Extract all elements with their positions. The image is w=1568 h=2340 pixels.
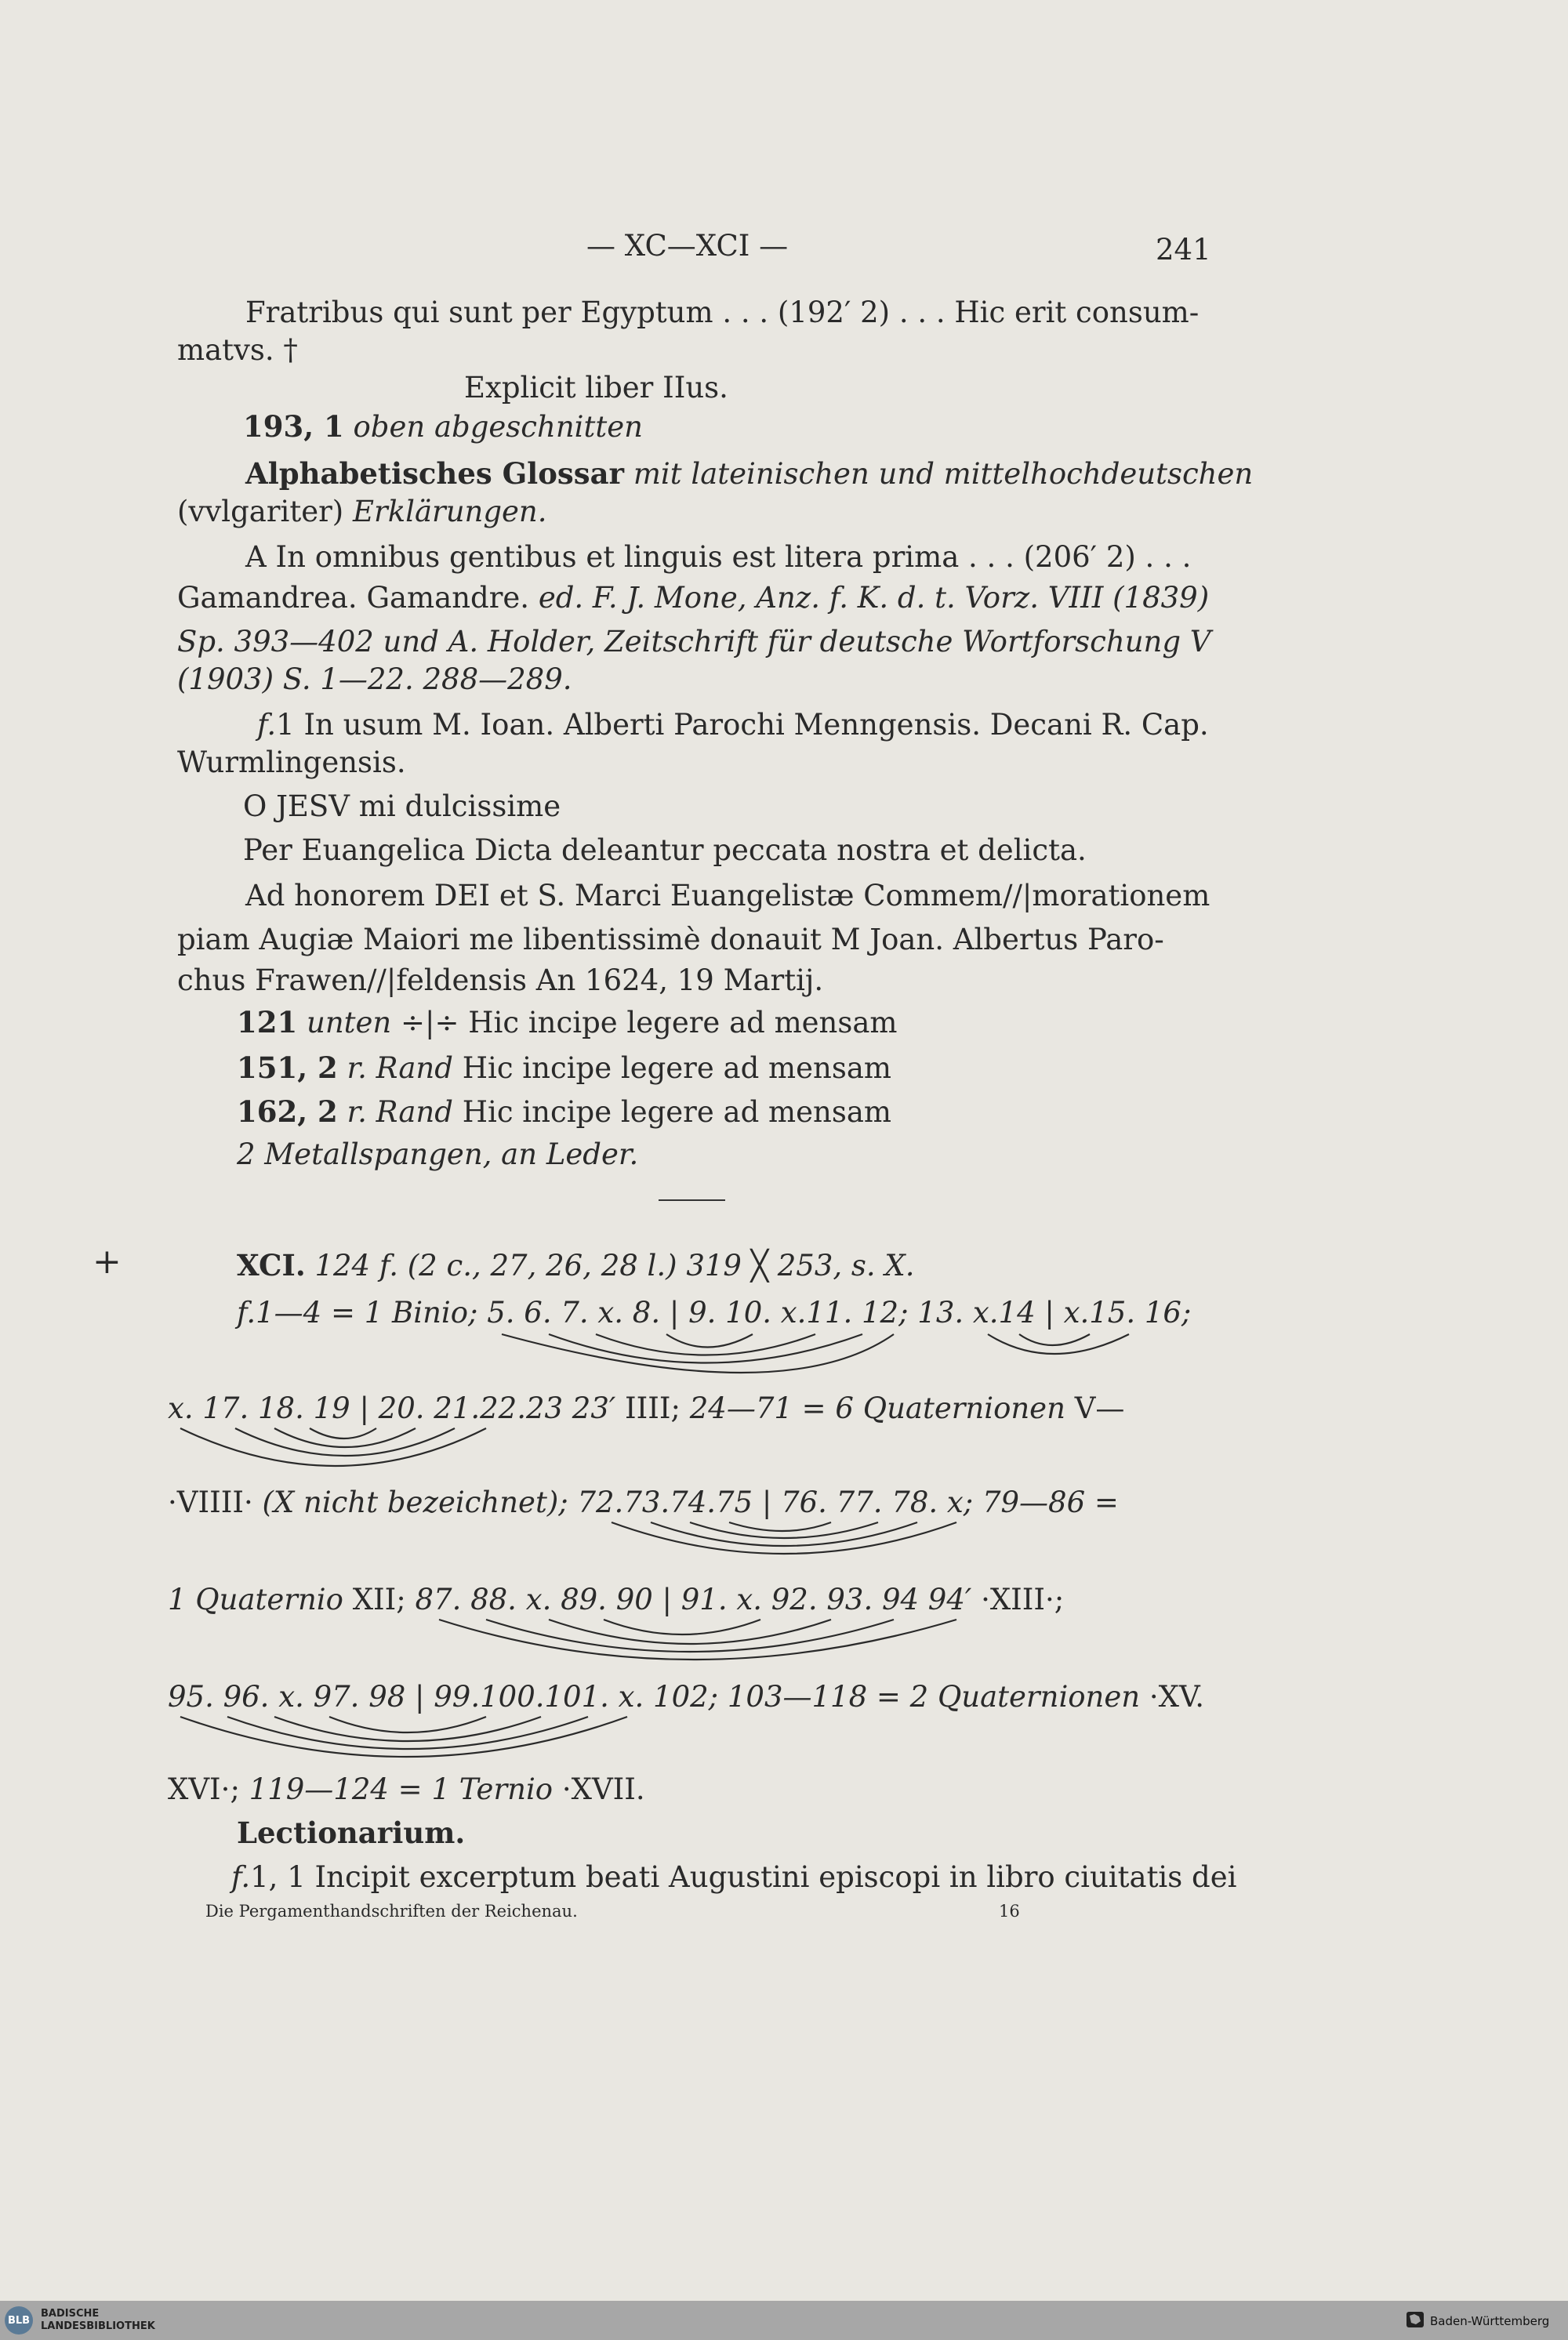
- footer-title: Die Pergamenthandschriften der Reichenau.: [205, 1902, 578, 1921]
- quire-arc: [988, 1334, 1129, 1354]
- running-head: — XC—XCI —: [586, 229, 789, 263]
- text-line: [237, 1094, 891, 1129]
- text-line: O JESV mi dulcissime: [243, 789, 561, 823]
- quire-arc: [729, 1522, 831, 1531]
- section-title: Alphabetisches Glossar: [245, 456, 625, 491]
- text-line: Wurmlingensis.: [177, 746, 406, 779]
- note: oben abgeschnitten: [353, 410, 643, 444]
- quire-arc: [310, 1428, 376, 1438]
- note: ed. F. J. Mone, Anz. f. K. d. t. Vorz. VIII (1839): [538, 581, 1210, 615]
- folio-ref: 151, 2: [237, 1050, 338, 1085]
- text-span: x. 17. 18. 19 | 20. 21.22.23 23′: [168, 1391, 616, 1425]
- text-span: 1 Quaternio: [168, 1583, 343, 1616]
- text-line: [168, 1585, 1064, 1614]
- text-line: f.1—4 = 1 Binio; 5. 6. 7. x. 8. | 9. 10. x.11. 12; 13. x.14 | x.15. 16;: [237, 1296, 1192, 1330]
- text-line: Per Euangelica Dicta deleantur peccata nostra et delicta.: [243, 833, 1087, 867]
- section-divider: [659, 1199, 725, 1201]
- state-label: Baden-Württemberg: [1430, 2314, 1550, 2328]
- note: mit lateinischen und mittelhochdeutschen: [633, 457, 1254, 491]
- text-span: IIII;: [625, 1391, 681, 1425]
- folio-mark: f.: [231, 1860, 251, 1894]
- text-span: Hic incipe legere ad mensam: [462, 1051, 891, 1085]
- text-span: ·XVII.: [561, 1772, 645, 1806]
- text-span: Gamandrea. Gamandre.: [177, 581, 530, 615]
- text-span: (vvlgariter): [177, 495, 344, 528]
- quire-arc: [486, 1620, 894, 1652]
- text-line: [243, 409, 643, 444]
- quire-arc: [227, 1717, 588, 1749]
- text-span: Hic incipe legere ad mensam: [462, 1095, 891, 1129]
- text-line: Explicit liber IIus.: [464, 371, 728, 405]
- text-line: [237, 1248, 915, 1282]
- text-span: 95. 96. x. 97. 98 | 99.100.101. x. 102; 103—118 = 2 Quaternionen: [168, 1680, 1141, 1714]
- text-span: 1, 1 Incipit excerptum beati Augustini episcopi in libro ciuitatis dei: [250, 1860, 1237, 1894]
- text-line: Sp. 393—402 und A. Holder, Zeitschrift für deutsche Wortforschung V: [177, 625, 1211, 658]
- quire-arc: [1019, 1334, 1090, 1345]
- library-name-line: BADISCHE: [41, 2308, 100, 2320]
- text-line: A In omnibus gentibus et linguis est litera prima . . . (206′ 2) . . .: [245, 540, 1192, 574]
- text-line: [168, 1772, 645, 1806]
- page-number: 241: [1156, 233, 1211, 267]
- text-span: 1 In usum M. Ioan. Alberti Parochi Menngensis. Decani R. Cap.: [276, 708, 1209, 742]
- text-span: 24—71 = 6 Quaternionen: [689, 1391, 1065, 1425]
- quire-arc: [180, 1428, 486, 1466]
- folio-mark: f.: [257, 708, 277, 742]
- text-span: ·XV.: [1149, 1680, 1205, 1714]
- text-line: Ad honorem DEI et S. Marci Euangelistæ Commem//|morationem: [245, 879, 1210, 912]
- quire-arc: [329, 1717, 486, 1732]
- margin-plus-mark: +: [93, 1242, 122, 1282]
- text-line: chus Frawen//|feldensis An 1624, 19 Martij.: [177, 963, 824, 997]
- quire-arc: [549, 1334, 862, 1363]
- quire-arc: [439, 1620, 956, 1660]
- text-line: (1903) S. 1—22. 288—289.: [177, 662, 572, 696]
- text-span: ·VIIII·: [168, 1486, 253, 1519]
- text-line: matvs. †: [177, 333, 298, 367]
- folio-ref: 121: [237, 1005, 298, 1039]
- text-line: [245, 456, 1254, 491]
- quire-arc: [666, 1334, 753, 1348]
- text-line: [257, 708, 1209, 742]
- section-title: Lectionarium.: [237, 1816, 466, 1850]
- quire-arc: [549, 1620, 831, 1644]
- text-span: V—: [1074, 1391, 1125, 1425]
- quire-arc: [604, 1620, 760, 1634]
- text-line: 2 Metallspangen, an Leder.: [237, 1137, 639, 1171]
- text-span: XVI·;: [168, 1772, 240, 1806]
- text-line: [168, 1391, 1125, 1425]
- text-span: 87. 88. x. 89. 90 | 91. x. 92. 93. 94 94′: [415, 1583, 972, 1616]
- quire-arc: [651, 1522, 917, 1546]
- text-span: (X nicht bezeichnet); 72.73.74.75 | 76. 77. 78. x; 79—86 =: [262, 1486, 1119, 1519]
- manuscript-number: XCI.: [237, 1248, 306, 1282]
- state-lion-icon: [1405, 2309, 1425, 2330]
- footer-signature: 16: [999, 1902, 1020, 1921]
- viewer-footer-bar: [0, 2301, 1568, 2340]
- text-line: [237, 1005, 898, 1039]
- quire-arc: [274, 1428, 416, 1447]
- quire-arc: [690, 1522, 878, 1538]
- text-span: ·XIII·;: [981, 1583, 1065, 1616]
- library-name-line: LANDESBIBLIOTHEK: [41, 2320, 155, 2332]
- quire-arc: [612, 1522, 956, 1554]
- folio-ref: 162, 2: [237, 1094, 338, 1129]
- text-line: Fratribus qui sunt per Egyptum . . . (192′ 2) . . . Hic erit consum-: [245, 296, 1200, 329]
- text-line: [177, 581, 1210, 615]
- text-line: piam Augiæ Maiori me libentissimè donauit M Joan. Albertus Paro-: [177, 923, 1164, 956]
- quire-arc: [596, 1334, 815, 1355]
- note: r. Rand: [347, 1051, 453, 1085]
- text-span: XII;: [352, 1583, 406, 1616]
- quire-arc: [235, 1428, 455, 1456]
- note: r. Rand: [347, 1095, 453, 1129]
- library-name: [41, 2308, 155, 2333]
- note: 124 f. (2 c., 27, 26, 28 l.) 319 ╳ 253, s. X.: [314, 1249, 915, 1282]
- text-line: [168, 1488, 1119, 1517]
- quire-arc: [180, 1717, 627, 1757]
- quire-arc: [274, 1717, 541, 1741]
- library-logo-icon: BLB: [5, 2306, 33, 2335]
- note: Erklärungen.: [353, 495, 547, 528]
- note: unten: [307, 1006, 392, 1039]
- text-line: [231, 1860, 1237, 1894]
- text-span: 119—124 = 1 Ternio: [249, 1772, 554, 1806]
- folio-ref: 193, 1: [243, 409, 344, 444]
- text-line: [168, 1680, 1205, 1714]
- text-line: [177, 497, 547, 526]
- quire-arc: [502, 1334, 894, 1373]
- text-span: ÷|÷ Hic incipe legere ad mensam: [401, 1006, 898, 1039]
- text-line: [237, 1050, 891, 1085]
